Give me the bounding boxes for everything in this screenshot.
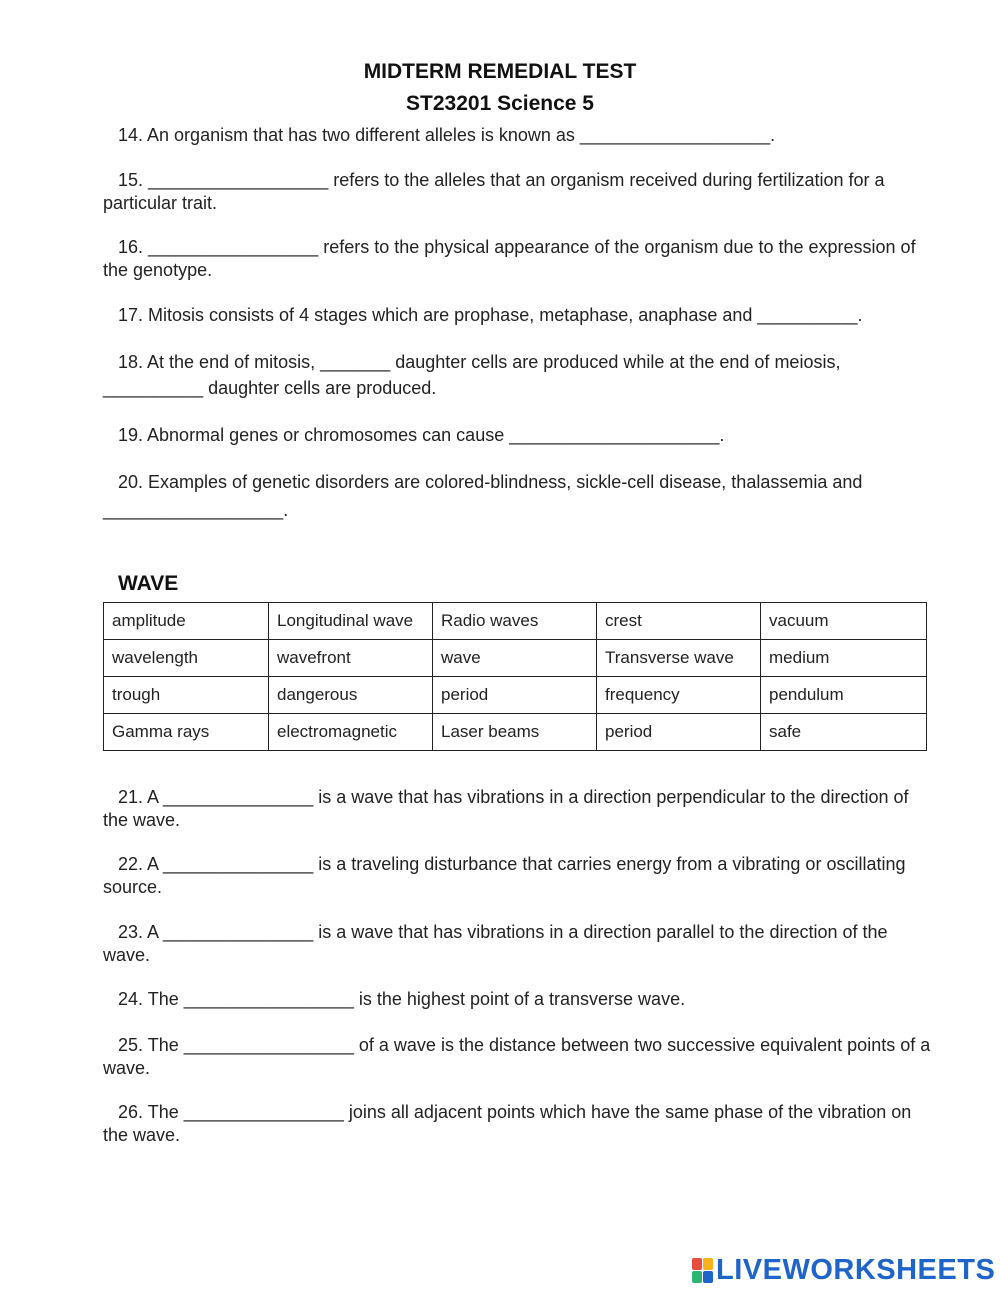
word-bank-cell: period	[433, 677, 597, 714]
section-heading-wave: WAVE	[118, 572, 179, 595]
question-19: 19. Abnormal genes or chromosomes can cause _____________________.	[118, 425, 725, 445]
word-bank-cell: pendulum	[761, 677, 927, 714]
word-bank-cell: Gamma rays	[104, 714, 269, 751]
word-bank-cell: safe	[761, 714, 927, 751]
word-bank-cell: wavefront	[269, 640, 433, 677]
word-bank-cell: dangerous	[269, 677, 433, 714]
question-25: 25. The _________________ of a wave is the distance between two successive equivalent points of a wave.	[103, 1035, 931, 1078]
word-bank-cell: frequency	[597, 677, 761, 714]
word-bank-cell: electromagnetic	[269, 714, 433, 751]
word-bank-cell: trough	[104, 677, 269, 714]
word-bank-cell: period	[597, 714, 761, 751]
page-subtitle: ST23201 Science 5	[406, 92, 594, 115]
word-bank-cell: vacuum	[761, 603, 927, 640]
question-15: 15. __________________ refers to the alleles that an organism received during fertilization for a particular trait.	[103, 170, 885, 213]
table-row	[104, 714, 927, 751]
question-24: 24. The _________________ is the highest point of a transverse wave.	[118, 989, 686, 1009]
word-bank-cell: wave	[433, 640, 597, 677]
word-bank-cell: Transverse wave	[597, 640, 761, 677]
table-row	[104, 677, 927, 714]
word-bank-cell: Laser beams	[433, 714, 597, 751]
question-23: 23. A _______________ is a wave that has vibrations in a direction parallel to the direction of the wave.	[103, 922, 888, 965]
question-18: 18. At the end of mitosis, _______ daughter cells are produced while at the end of meiosis, __________ daughter cells are produced.	[103, 352, 841, 398]
table-row	[104, 603, 927, 640]
word-bank-cell: wavelength	[104, 640, 269, 677]
question-22: 22. A _______________ is a traveling disturbance that carries energy from a vibrating or oscillating source.	[103, 854, 906, 897]
liveworksheets-mark-icon	[692, 1258, 713, 1283]
question-16: 16. _________________ refers to the physical appearance of the organism due to the expression of the genotype.	[103, 237, 916, 280]
logo-text: LIVEWORKSHEETS	[716, 1254, 996, 1286]
liveworksheets-logo[interactable]	[692, 1254, 995, 1287]
question-17: 17. Mitosis consists of 4 stages which are prophase, metaphase, anaphase and __________.	[118, 305, 863, 325]
question-14: 14. An organism that has two different alleles is known as ___________________.	[118, 125, 776, 145]
word-bank-cell: Radio waves	[433, 603, 597, 640]
question-26: 26. The ________________ joins all adjacent points which have the same phase of the vibration on the wave.	[103, 1102, 912, 1145]
question-20: 20. Examples of genetic disorders are colored-blindness, sickle-cell disease, thalassemia and __________________.	[103, 472, 863, 520]
word-bank-cell: Longitudinal wave	[269, 603, 433, 640]
word-bank-cell: amplitude	[104, 603, 269, 640]
word-bank-cell: medium	[761, 640, 927, 677]
page-title: MIDTERM REMEDIAL TEST	[363, 60, 637, 83]
word-bank-cell: crest	[597, 603, 761, 640]
table-row	[104, 640, 927, 677]
word-bank-table	[103, 602, 927, 751]
question-21: 21. A _______________ is a wave that has vibrations in a direction perpendicular to the direction of the wave.	[103, 787, 909, 830]
